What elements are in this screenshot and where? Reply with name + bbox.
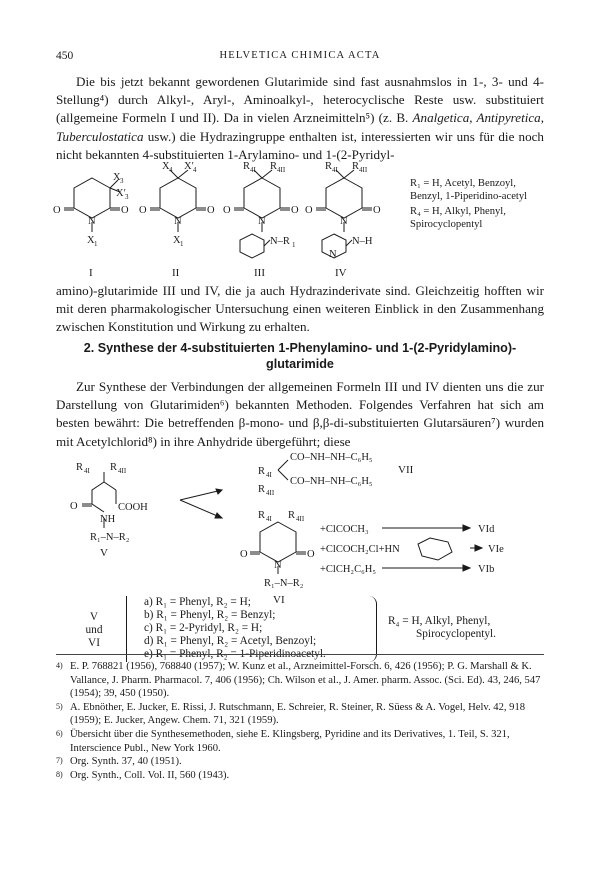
svg-text:4I: 4I — [332, 166, 338, 174]
footnote-6-text: Übersicht über die Synthesemethoden, siehe E. Klingsberg, Pyridine and its Derivatives, 1. Teil, S. 321, Interscience Publ., New York 1960. — [70, 728, 510, 754]
footnote-5-mark: 5) — [56, 701, 63, 711]
left-V: V — [89, 611, 99, 623]
I-X3p: X′ — [116, 188, 126, 199]
label-VI: VI — [273, 594, 285, 606]
VI-O-right: O — [307, 549, 315, 560]
svg-text:4: 4 — [169, 166, 173, 174]
product-VIb: VIb — [478, 564, 495, 575]
left-bracket — [126, 596, 127, 662]
VII-conh-1: CO–NH–NH–C₆H₅ — [290, 452, 373, 463]
label-VII: VII — [398, 464, 414, 476]
r4-line-1: R₄ = H, Alkyl, Phenyl, — [388, 615, 491, 627]
VI-O-left: O — [240, 549, 248, 560]
svg-text:1: 1 — [94, 240, 98, 248]
svg-text:1: 1 — [292, 241, 296, 249]
r4-note — [388, 615, 548, 641]
II-O-right: O — [207, 205, 215, 216]
intro-text-1: Die bis jetzt bekannt gewordenen Glutarimide sind fast ausnahmslos in 1-, 3- und 4-Stellung⁴) durch Alkyl-, Aryl-, Aminoalkyl-, heterocyclische Reste usw. substituiert (allgemeine Formeln I und II). Da in vielen Arzneimitteln⁵) (z. B. — [56, 74, 544, 126]
label-I: I — [89, 267, 93, 279]
row-b: b) R₁ = Phenyl, R₂ = Benzyl; — [144, 609, 276, 621]
IV-N-H: N–H — [352, 236, 373, 247]
II-X4p: X′ — [184, 161, 194, 172]
V-O: O — [70, 501, 78, 512]
I-O-left: O — [53, 205, 61, 216]
footnote-7 — [56, 755, 544, 769]
II-X1: X — [173, 235, 181, 246]
III-O-right: O — [291, 205, 299, 216]
intro-paragraph — [56, 73, 544, 164]
left-und: und — [85, 624, 103, 636]
footnote-7-mark: 7) — [56, 756, 63, 766]
label-V: V — [100, 547, 108, 559]
row-d: d) R₁ = Phenyl, R₂ = Acetyl, Benzoyl; — [144, 635, 317, 647]
IV-O-left: O — [305, 205, 313, 216]
III-R4II: R — [270, 161, 278, 172]
footnote-8 — [56, 769, 544, 783]
formula-scheme-2 — [0, 446, 600, 616]
IV-R4I: R — [325, 161, 333, 172]
svg-text:4II: 4II — [359, 166, 368, 174]
III-O-left: O — [223, 205, 231, 216]
r4-line-2: Spirocyclopentyl. — [416, 628, 497, 640]
VI-N: N — [274, 560, 282, 571]
scheme1-legend — [410, 178, 546, 231]
page-number: 450 — [56, 50, 74, 62]
footnote-5-text: A. Ebnöther, E. Jucker, E. Rissi, J. Rutschmann, E. Schreier, R. Steiner, R. Süess & A. Vogel, Helv. 42, 918 (1959); E. Jucker, Angew. Chem. 71, 321 (1959). — [70, 701, 526, 727]
paragraph-2: amino)-glutarimide III und IV, die ja auch Hydrazinderivate sind. Gleichzeitig hofften wir mit deren pharmakologischer Untersuchung einen weiteren Einblick in den Zusammenhang zwischen Konstitution und Wirkung zu erhalten. — [56, 283, 544, 335]
III-N: N — [258, 216, 266, 227]
footnote-5 — [56, 701, 544, 728]
svg-text:4I: 4I — [266, 515, 272, 523]
right-brace — [368, 596, 377, 662]
section-heading-line-1: 2. Synthese der 4-substituierten 1-Phenylamino- und 1-(2-Pyridylamino)- — [83, 341, 517, 355]
footnote-4 — [56, 660, 544, 701]
row-a: a) R₁ = Phenyl, R₂ = H; — [144, 596, 251, 608]
footnote-4-mark: 4) — [56, 661, 63, 670]
I-O-right: O — [121, 205, 129, 216]
footnote-divider — [56, 654, 544, 655]
III-N-R1: N–R — [270, 236, 290, 247]
left-VI: VI — [88, 637, 100, 649]
VII-R4I: R — [258, 466, 266, 477]
svg-text:4I: 4I — [84, 467, 90, 475]
svg-text:4II: 4II — [277, 166, 286, 174]
footnote-8-text: Org. Synth., Coll. Vol. II, 560 (1943). — [70, 769, 230, 781]
V-COOH: COOH — [118, 502, 148, 513]
substituent-rows — [144, 596, 384, 661]
product-VIe: VIe — [488, 544, 504, 555]
label-II: II — [172, 267, 180, 279]
V-R4II: R — [110, 462, 118, 473]
V-NH: NH — [100, 514, 116, 525]
row-e: e) R₁ = Phenyl, R₂ = 1-Piperidinoacetyl. — [144, 648, 326, 660]
I-N: N — [88, 216, 96, 227]
label-III: III — [254, 267, 265, 279]
I-X3: X — [113, 172, 121, 183]
IV-pyridine-N: N — [329, 249, 337, 260]
svg-text:4II: 4II — [296, 515, 305, 523]
section-heading — [56, 340, 544, 372]
svg-text:1: 1 — [180, 240, 184, 248]
footnote-4-text: E. P. 768821 (1956), 768840 (1957); W. Kunz et al., Arzneimittel-Forsch. 6, 426 (1956); P. G. Marshall & K. Vallance, J. Pharm. Pharmacol. 7, 406 (1956); Ch. Wilson et al., J. Amer. pharm. Assoc. (Sci. Ed). 43, 246, 547 (1954); 39, 450 (1950). — [70, 661, 541, 700]
legend-R1: R₁ = H, Acetyl, Benzoyl, Benzyl, 1-Piperidino-acetyl — [410, 178, 528, 202]
V-hydrazine: R₁–N–R₂ — [90, 532, 130, 543]
VI-hydrazine: R₁–N–R₂ — [264, 578, 304, 589]
VII-conh-2: CO–NH–NH–C₆H₅ — [290, 476, 373, 487]
footnote-8-mark: 8) — [56, 769, 63, 779]
svg-text:4I: 4I — [250, 166, 256, 174]
V-R4I: R — [76, 462, 84, 473]
section-heading-line-2: glutarimide — [266, 357, 334, 371]
svg-text:4II: 4II — [266, 489, 275, 497]
II-O-left: O — [139, 205, 147, 216]
running-head: HELVETICA CHIMICA ACTA — [219, 50, 381, 61]
IV-N: N — [340, 216, 348, 227]
IV-O-right: O — [373, 205, 381, 216]
reagent-chloroacetyl-piperidine: +ClCOCH₂Cl+HN — [320, 544, 400, 555]
paragraph-3: Zur Synthese der Verbindungen der allgemeinen Formeln III und IV dienten uns die zur Darstellung von Glutarimiden⁶) bekannten Methoden. Folgendes Verfahren hat sich am besten bewährt: Die betreffenden β-mono- und β,β-di-substituierten Glutarsäuren⁷) wurden mit Acetylchlorid⁸) in ihre Anhydride übergeführt; diese — [56, 379, 544, 449]
svg-text:4II: 4II — [118, 467, 127, 475]
III-R4I: R — [243, 161, 251, 172]
table-left-labels — [82, 611, 106, 650]
row-c: c) R₁ = 2-Pyridyl, R₂ = H; — [144, 622, 263, 634]
reagent-benzyl-chloride: +ClCH₂C₆H₅ — [320, 564, 376, 575]
svg-text:3: 3 — [120, 177, 124, 185]
footnotes — [56, 660, 544, 782]
svg-text:4: 4 — [193, 166, 197, 174]
VII-R4II: R — [258, 484, 266, 495]
intro-italic-drugs: Analgetica, Antipyretica, Tuberculostatica — [56, 110, 544, 144]
footnote-6-mark: 6) — [56, 728, 63, 738]
reagent-acetyl-chloride: +ClCOCH₃ — [320, 524, 369, 535]
label-IV: IV — [335, 267, 347, 279]
II-X4: X — [162, 161, 170, 172]
VI-R4I: R — [258, 510, 266, 521]
footnote-6 — [56, 728, 544, 755]
intro-text-2: usw.) die Hydrazingruppe enthalten ist, interessierten wir uns für die noch nicht bekannten 4-substituierten 1-Arylamino- und 1-(2-Pyridyl- — [56, 128, 544, 162]
IV-R4II: R — [352, 161, 360, 172]
svg-text:4I: 4I — [266, 471, 272, 479]
legend-R4: R₄ = H, Alkyl, Phenyl, Spirocyclopentyl — [410, 206, 506, 230]
product-VId: VId — [478, 524, 495, 535]
II-N: N — [174, 216, 182, 227]
svg-text:3: 3 — [125, 193, 129, 201]
VI-R4II: R — [288, 510, 296, 521]
I-X1: X — [87, 235, 95, 246]
footnote-7-text: Org. Synth. 37, 40 (1951). — [70, 756, 182, 768]
